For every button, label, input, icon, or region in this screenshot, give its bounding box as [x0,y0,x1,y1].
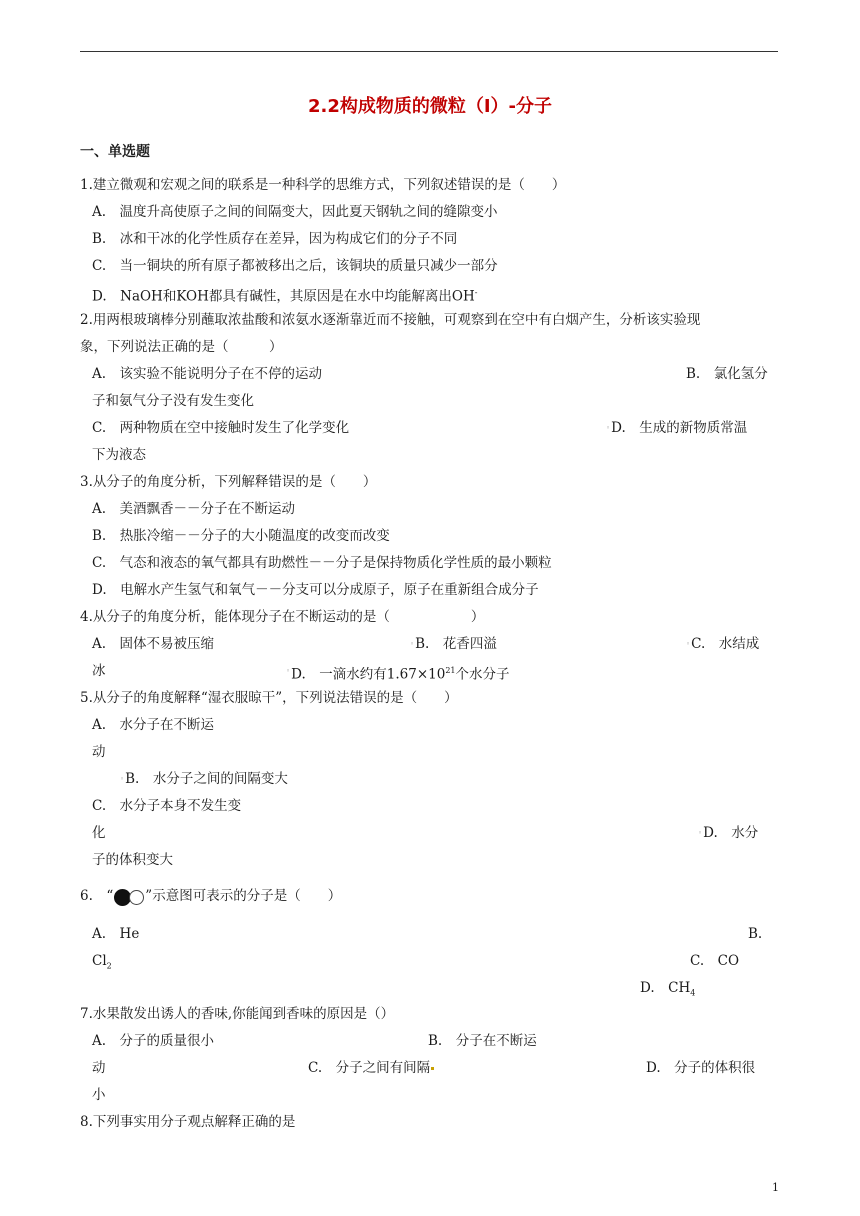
anchor-mark-icon: ◦ [686,640,691,648]
question-2-option-c[interactable]: C. 两种物质在空中接触时发生了化学变化 [92,420,350,436]
question-4-option-c-continued: 冰 [92,663,106,679]
question-5-option-c-continued: 化 [92,825,106,841]
page-number: 1 [772,1181,779,1194]
question-2-option-b-continued: 子和氨气分子没有发生变化 [92,393,254,409]
question-6-option-c[interactable]: C. CO [690,953,740,969]
question-5-option-d[interactable]: ◦D. 水分 [698,825,759,841]
question-1-option-c[interactable]: C. 当一铜块的所有原子都被移出之后，该铜块的质量只减少一部分 [92,258,498,274]
question-7-option-d[interactable]: D. 分子的体积很 [646,1060,756,1076]
header-rule [80,51,778,52]
anchor-mark-icon: ◦ [120,775,125,783]
question-4-option-a[interactable]: A. 固体不易被压缩 [92,636,215,652]
section-heading: 一、单选题 [80,144,150,160]
question-5-option-b[interactable]: ◦B. 水分子之间的间隔变大 [120,771,288,787]
anchor-mark-icon: ◦ [410,640,415,648]
question-1-option-d[interactable]: D. NaOH和KOH都具有碱性，其原因是在水中均能解离出OH- [92,288,478,305]
anchor-mark-icon: ◦ [606,424,611,432]
question-7-option-b-continued: 动 [92,1060,106,1076]
question-2-stem-line2: 象，下列说法正确的是（ ） [80,339,283,355]
question-5-stem: 5.从分子的角度解释“湿衣服晾干”，下列说法错误的是（ ） [80,690,458,706]
question-6-option-d[interactable]: D. $CH_4$ [640,980,696,998]
question-3-option-d[interactable]: D. 电解水产生氢气和氧气－－分支可以分成原子，原子在重新组合成分子 [92,582,539,598]
question-4-stem: 4.从分子的角度分析，能体现分子在不断运动的是（ ） [80,609,485,625]
question-3-option-b[interactable]: B. 热胀冷缩－－分子的大小随温度的改变而改变 [92,528,390,544]
anchor-mark-icon: ◦ [286,667,291,675]
question-3-option-a[interactable]: A. 美酒飘香－－分子在不断运动 [92,501,296,517]
anchor-mark-icon: ◦ [698,829,703,837]
question-4-option-b[interactable]: ◦B. 花香四溢 [410,636,497,652]
question-4-option-c[interactable]: ◦C. 水结成 [686,636,760,652]
question-8-stem: 8.下列事实用分子观点解释正确的是 [80,1114,296,1130]
question-4-option-d[interactable]: ◦D. 一滴水约有$1.67\times 10^{21}$个水分子 [286,661,510,685]
question-1-option-a[interactable]: A. 温度升高使原子之间的间隔变大，因此夏天钢轨之间的缝隙变小 [92,204,498,220]
question-2-stem-line1: 2.用两根玻璃棒分别蘸取浓盐酸和浓氨水逐渐靠近而不接触，可观察到在空中有白烟产生，分析该实验现 [80,312,701,328]
page-title: 2.2构成物质的微粒（I）-分子 [307,96,553,117]
question-5-option-d-continued: 子的体积变大 [92,852,173,868]
question-2-option-d-continued: 下为液态 [92,447,146,463]
question-7-stem: 7.水果散发出诱人的香味,你能闻到香味的原因是（） [80,1006,395,1022]
question-7-option-a[interactable]: A. 分子的质量很小 [92,1033,215,1049]
question-3-option-c[interactable]: C. 气态和液态的氧气都具有助燃性－－分子是保持物质化学性质的最小颗粒 [92,555,552,571]
question-7-option-b[interactable]: B. 分子在不断运 [428,1033,537,1049]
question-2-option-d[interactable]: ◦D. 生成的新物质常温 [606,420,748,436]
marker-dot-icon [431,1067,434,1070]
question-2-option-b[interactable]: B. 氯化氢分 [686,366,768,382]
question-2-option-a[interactable]: A. 该实验不能说明分子在不停的运动 [92,366,323,382]
molecule-diagram-icon [114,887,144,907]
question-6-stem: 6. “ ”示意图可表示的分子是（ ） [80,886,341,907]
question-6-option-a[interactable]: A. He [92,926,140,942]
question-5-option-c[interactable]: C. 水分子本身不发生变 [92,798,242,814]
question-5-option-a[interactable]: A. 水分子在不断运 [92,717,215,733]
question-3-stem: 3.从分子的角度分析，下列解释错误的是（ ） [80,474,377,490]
question-1-stem: 1.建立微观和宏观之间的联系是一种科学的思维方式，下列叙述错误的是（ ） [80,177,566,193]
question-6-option-b-continued: $Cl_2$ [92,953,112,971]
question-7-option-c[interactable]: C. 分子之间有间隔 [308,1058,434,1078]
question-1-option-b[interactable]: B. 冰和干冰的化学性质存在差异，因为构成它们的分子不同 [92,231,458,247]
question-5-option-a-continued: 动 [92,744,106,760]
question-6-option-b[interactable]: B. [748,926,763,942]
question-7-option-d-continued: 小 [92,1087,106,1103]
